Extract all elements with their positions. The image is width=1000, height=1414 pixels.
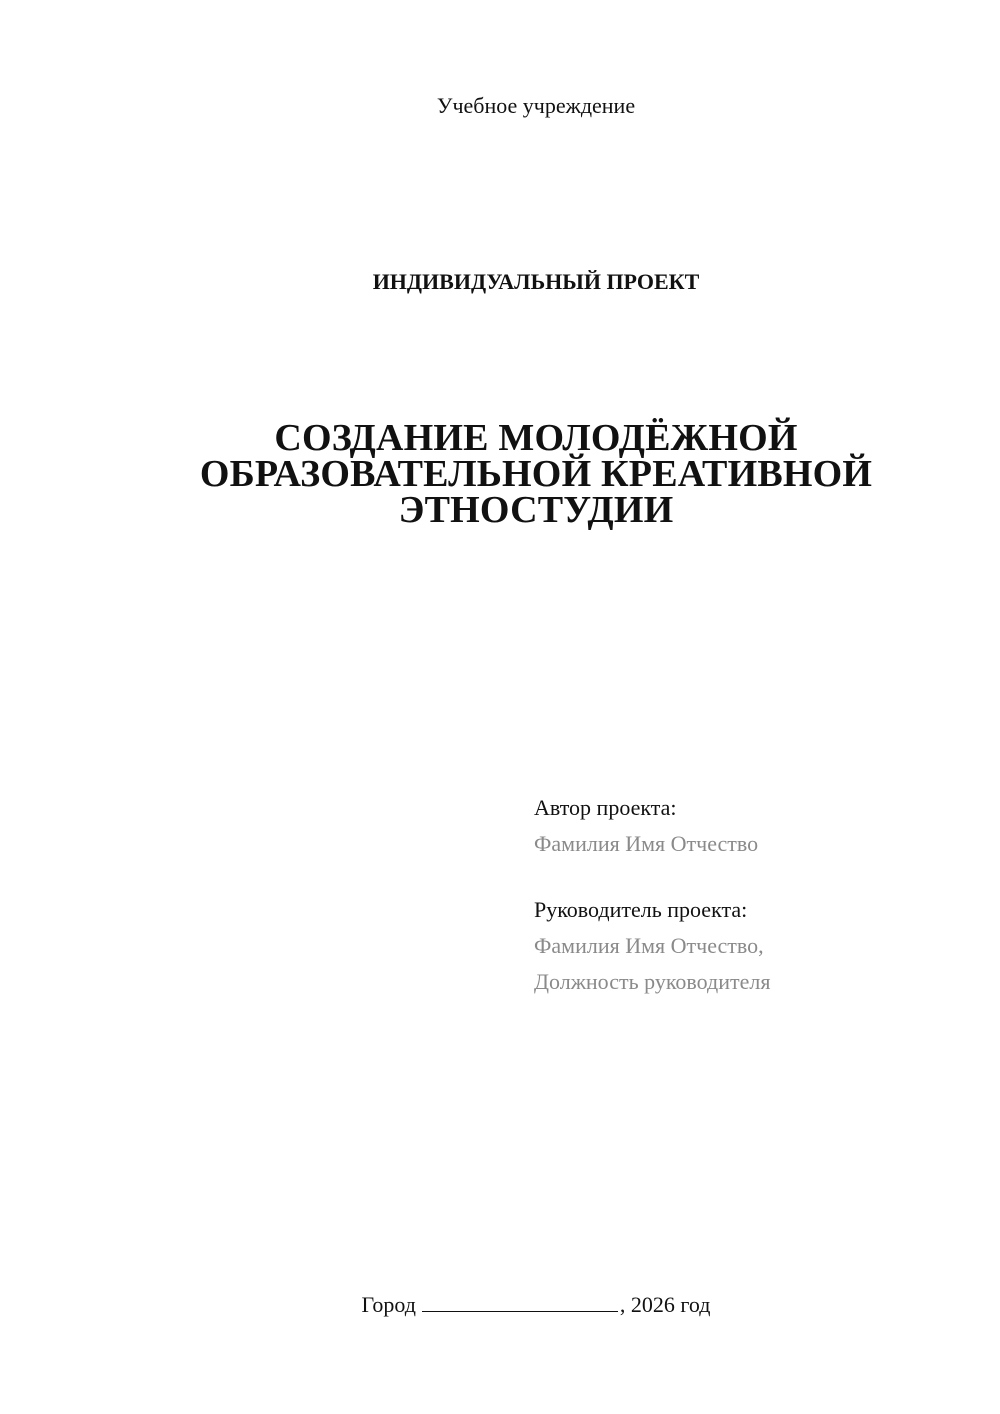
project-title-line-1: СОЗДАНИЕ МОЛОДЁЖНОЙ <box>274 417 798 459</box>
institution-name: Учебное учреждение <box>436 93 636 118</box>
people-spacer <box>534 862 974 892</box>
document-type: ИНДИВИДУАЛЬНЫЙ ПРОЕКТ <box>372 269 700 294</box>
supervisor-name-placeholder: Фамилия Имя Отчество, <box>534 933 764 958</box>
city-label: Город <box>361 1292 416 1317</box>
footer-city-year <box>0 1291 1000 1319</box>
supervisor-label: Руководитель проекта: <box>534 897 748 922</box>
project-title <box>0 417 1000 531</box>
project-title-line-3: ЭТНОСТУДИИ <box>398 489 674 531</box>
supervisor-position-placeholder: Должность руководителя <box>534 969 771 994</box>
author-name-placeholder: Фамилия Имя Отчество <box>534 831 759 856</box>
project-title-line-2: ОБРАЗОВАТЕЛЬНОЙ КРЕАТИВНОЙ <box>199 453 873 495</box>
project-people-block <box>534 790 974 1000</box>
author-label: Автор проекта: <box>534 795 677 820</box>
city-blank-line <box>422 1291 618 1312</box>
year-text: , 2026 год <box>619 1292 711 1317</box>
